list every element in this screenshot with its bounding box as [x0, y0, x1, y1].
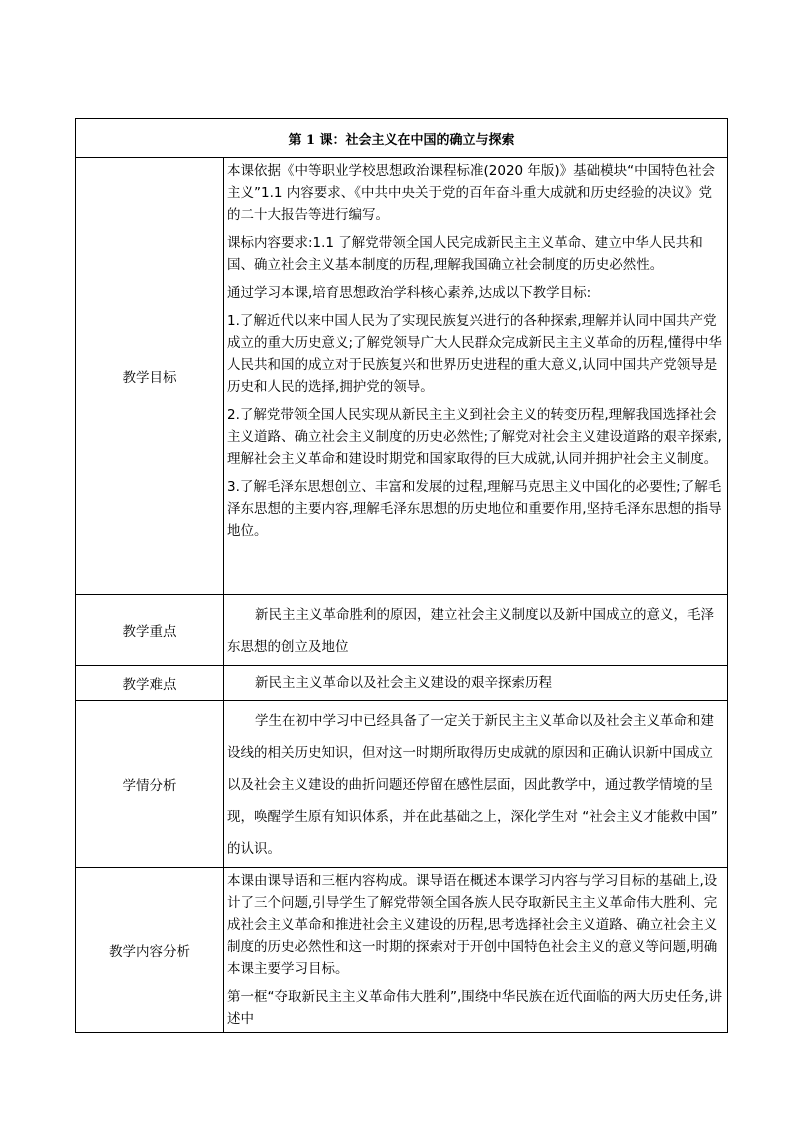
objectives-paragraph: 本课依据《中等职业学校思想政治课程标准(2020 年版)》基础模块“中国特色社会主义”1.1 内容要求、《中共中央关于党的百年奋斗重大成就和历史经验的决议》党的二十大报告等进行编写。: [227, 163, 716, 223]
content-analysis-row: [76, 868, 728, 1033]
learner-analysis-row: [76, 701, 728, 868]
difficulties-label: 教学难点: [76, 666, 224, 701]
objectives-paragraph: 1.了解近代以来中国人民为了实现民族复兴进行的各种探索,理解并认同中国共产党成立的重大历史意义;了解党领导广大人民群众完成新民主主义革命的历程,懂得中华人民共和国的成立对于民族复兴和世界历史进程的重大意义,认同中国共产党领导是历史和人民的选择,拥护党的领导。: [227, 313, 722, 395]
learner-analysis-text: 学生在初中学习中已经具备了一定关于新民主主义革命以及社会主义革命和建设线的相关历史知识，但对这一时期所取得历史成就的原因和正确认识新中国成立以及社会主义建设的曲折问题还停留在感性层面，因此教学中，通过教学情境的呈现，唤醒学生原有知识体系，并在此基础之上，深化学生对 “社会主义才能救中国” 的认识。: [227, 713, 718, 857]
objectives-paragraph: 2.了解党带领全国人民实现从新民主主义到社会主义的转变历程,理解我国选择社会主义道路、确立社会主义制度的历史必然性;了解党对社会主义建设道路的艰辛探索,理解社会主义革命和建设时期党和国家取得的巨大成就,认同并拥护社会主义制度。: [227, 407, 722, 467]
objectives-paragraph: 通过学习本课,培育思想政治学科核心素养,达成以下教学目标:: [227, 285, 592, 301]
content-analysis-label: 教学内容分析: [76, 868, 224, 1033]
key-points-content: [224, 595, 728, 666]
content-analysis-paragraph: 本课由课导语和三框内容构成。课导语在概述本课学习内容与学习目标的基础上,设计了三个问题,引导学生了解党带领全国各族人民夺取新民主主义革命伟大胜利、完成社会主义革命和推进社会主义建设的历程,思考选择社会主义道路、确立社会主义制度的历史必然性和这一时期的探索对于开创中国特色社会主义的意义等问题,明确本课主要学习目标。: [227, 873, 718, 977]
key-points-text: 新民主主义革命胜利的原因，建立社会主义制度以及新中国成立的意义，毛泽东思想的创立及地位: [227, 607, 714, 655]
objectives-label: 教学目标: [76, 158, 224, 595]
key-points-row: [76, 595, 728, 666]
lesson-title: 第 1 课：社会主义在中国的确立与探索: [76, 119, 728, 158]
objectives-paragraph: 课标内容要求:1.1 了解党带领全国人民完成新民主主义革命、建立中华人民共和国、确立社会主义基本制度的历程,理解我国确立社会制度的历史必然性。: [227, 235, 703, 273]
learner-analysis-content: [224, 701, 728, 868]
learner-analysis-label: 学情分析: [76, 701, 224, 868]
objectives-paragraph: 3.了解毛泽东思想创立、丰富和发展的过程,理解马克思主义中国化的必要性;了解毛泽东思想的主要内容,理解毛泽东思想的历史地位和重要作用,坚持毛泽东思想的指导地位。: [227, 479, 722, 539]
lesson-plan-table: [75, 118, 728, 1033]
key-points-label: 教学重点: [76, 595, 224, 666]
difficulties-row: [76, 666, 728, 701]
difficulties-text: 新民主主义革命以及社会主义建设的艰辛探索历程: [255, 675, 552, 691]
difficulties-content: [224, 666, 728, 701]
content-analysis-content: [224, 868, 728, 1033]
content-analysis-paragraph: 第一框“夺取新民主主义革命伟大胜利”,围绕中华民族在近代面临的两大历史任务,讲述中: [227, 989, 723, 1027]
objectives-content: [224, 158, 728, 595]
title-row: [76, 119, 728, 158]
objectives-row: [76, 158, 728, 595]
